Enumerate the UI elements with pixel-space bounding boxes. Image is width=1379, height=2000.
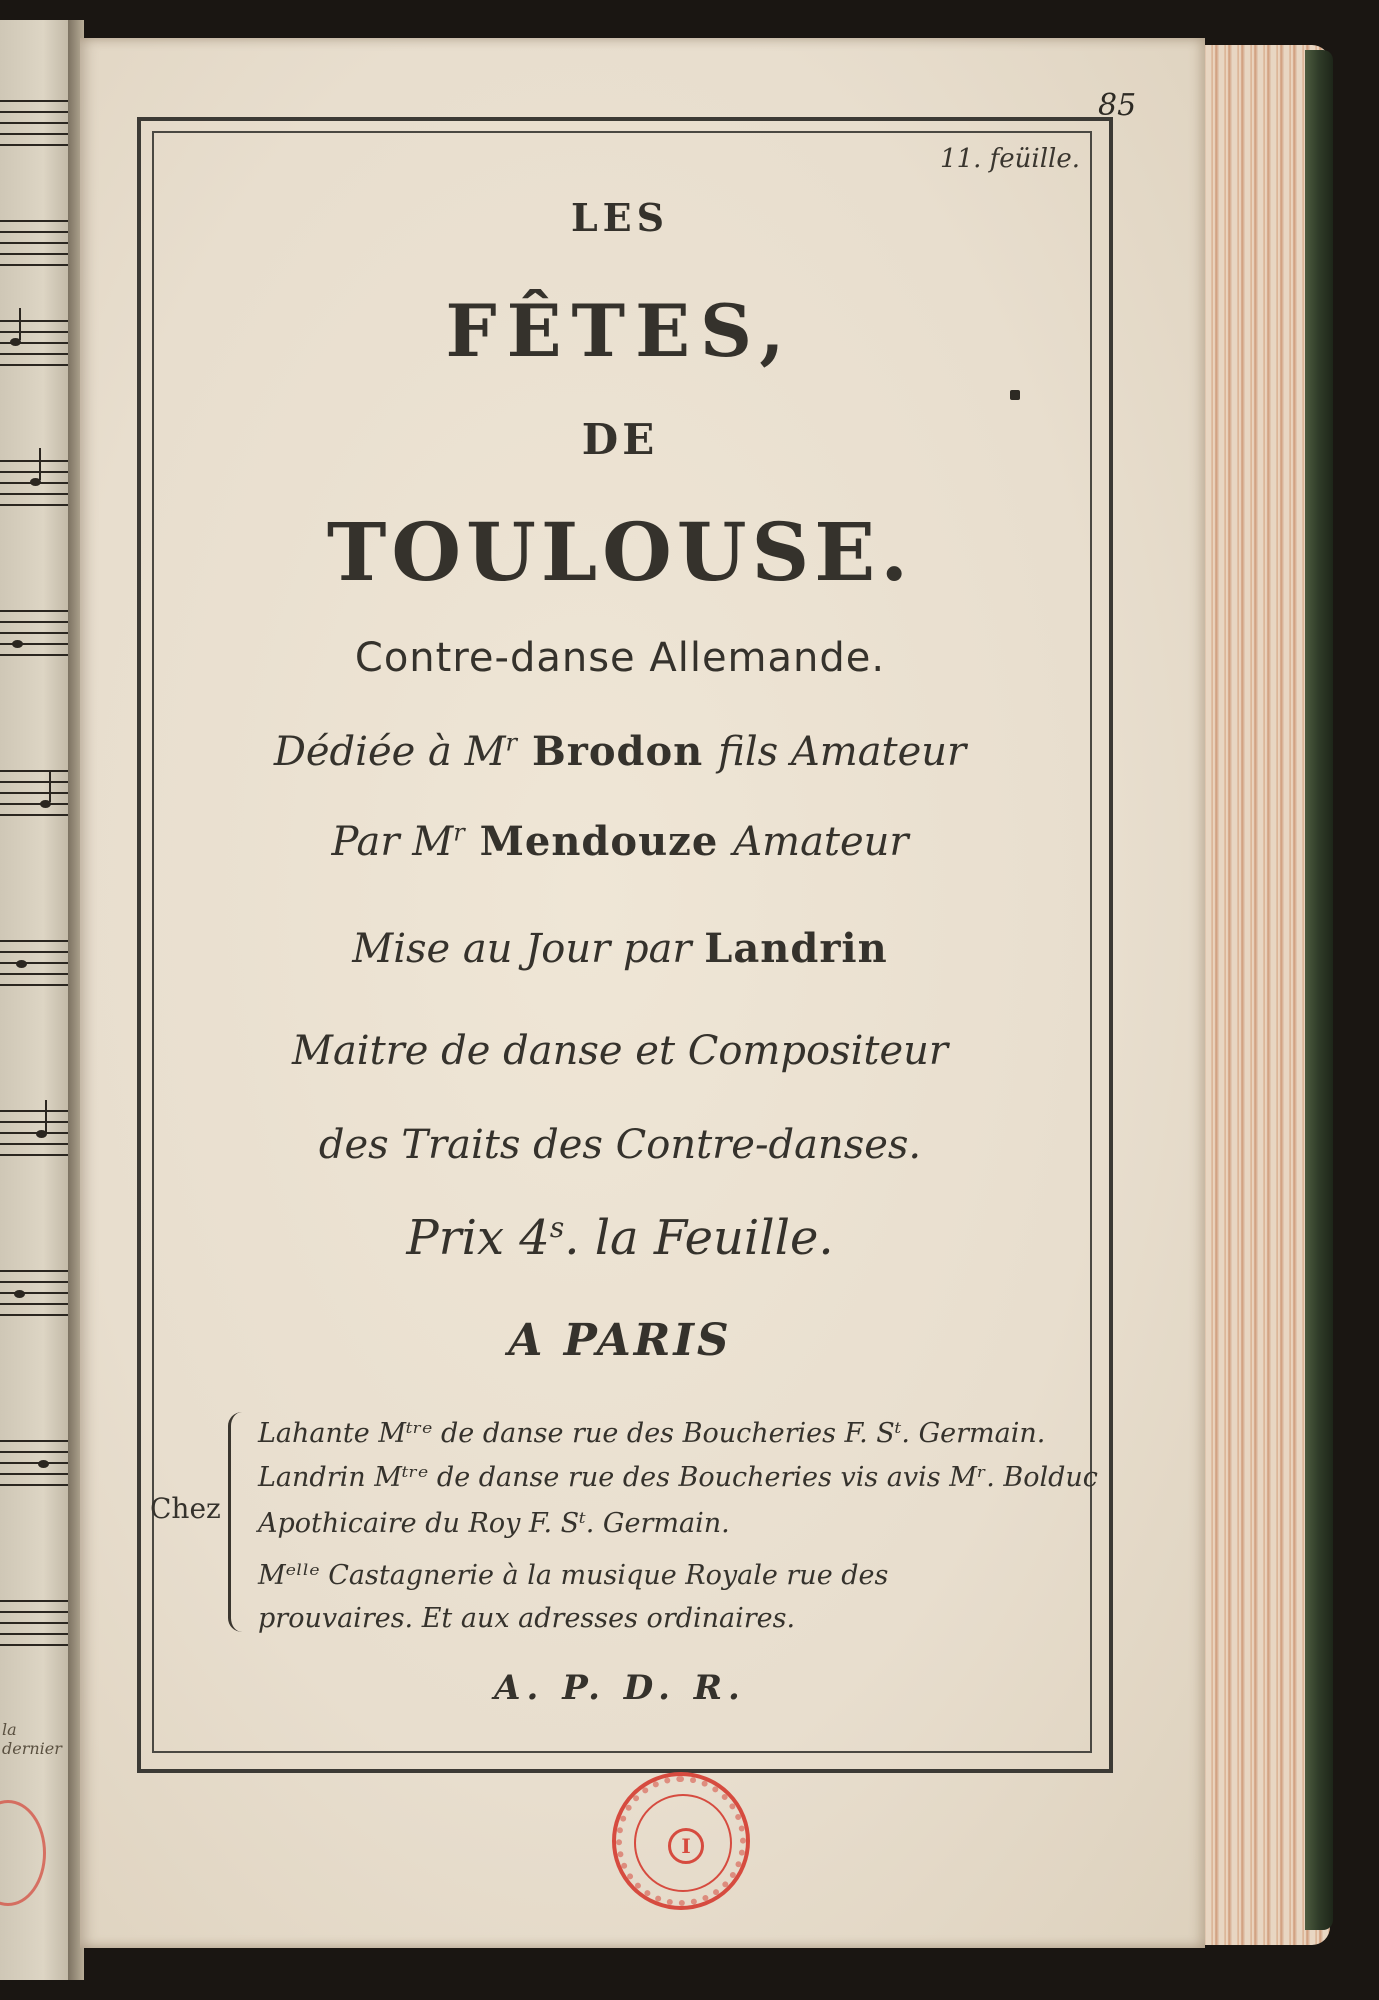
city-line: A PARIS: [508, 1315, 732, 1366]
title-fetes: FÊTES,: [445, 288, 795, 373]
price-sup: s: [549, 1211, 565, 1244]
page-number: 85: [1098, 88, 1137, 123]
title-de: DE: [581, 415, 659, 464]
stamp-center-mark: I: [668, 1828, 704, 1864]
left-page-note: la dernier: [2, 1720, 62, 1758]
price-prefix: Prix 4: [406, 1210, 550, 1266]
address-line: Apothicaire du Roy F. Sᵗ. Germain.: [258, 1508, 730, 1539]
chez-label: Chez: [150, 1492, 221, 1525]
sheet-note: 11. feüille.: [940, 144, 1080, 174]
dedication-line: [152, 728, 1088, 775]
price-suffix: . la Feuille.: [564, 1210, 834, 1266]
dedication-sup: r: [505, 728, 518, 757]
subtitle: Contre-danse Allemande.: [354, 635, 886, 681]
dedicatee-name: Brodon: [517, 728, 719, 775]
role-line-2: des Traits des Contre-danses.: [318, 1122, 922, 1168]
address-line: Landrin Mᵗʳᵉ de danse rue des Boucheries vis avis Mʳ. Bolduc: [258, 1462, 1098, 1493]
dedication-prefix: Dédiée à M: [273, 729, 506, 775]
address-brace: [228, 1412, 251, 1632]
publisher-prefix: Mise au Jour par: [352, 926, 705, 972]
dedication-suffix: fils Amateur: [718, 729, 967, 775]
address-line: Lahante Mᵗʳᵉ de danse rue des Boucheries F. Sᵗ. Germain.: [258, 1418, 1046, 1449]
author-suffix: Amateur: [733, 819, 909, 865]
role-line-1: Maitre de danse et Compositeur: [291, 1028, 948, 1074]
author-prefix: Par M: [331, 819, 454, 865]
address-line: prouvaires. Et aux adresses ordinaires.: [258, 1603, 796, 1634]
author-line: [152, 818, 1088, 865]
publisher-line: [152, 925, 1088, 972]
ink-spot: [1010, 390, 1020, 400]
publisher-name: Landrin: [704, 925, 888, 972]
author-sup: r: [453, 818, 465, 847]
title-toulouse: TOULOUSE.: [326, 505, 914, 599]
author-name: Mendouze: [464, 818, 734, 865]
privilege-mark: A. P. D. R.: [494, 1668, 746, 1708]
stamp-inner-circle: [634, 1794, 732, 1892]
price-line: [152, 1210, 1088, 1266]
title-les: LES: [570, 195, 670, 240]
library-stamp: [612, 1772, 750, 1910]
address-line: Mᵉˡˡᵉ Castagnerie à la musique Royale rue des: [258, 1560, 889, 1591]
